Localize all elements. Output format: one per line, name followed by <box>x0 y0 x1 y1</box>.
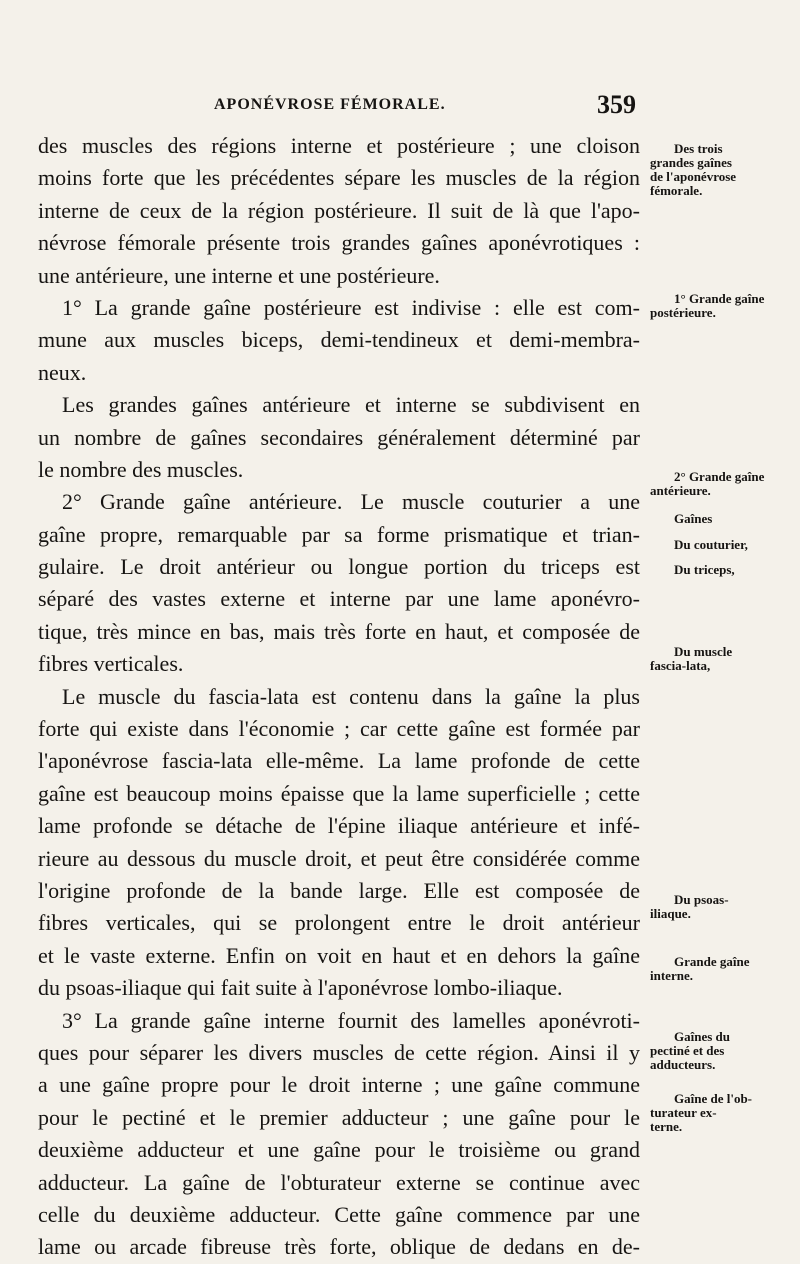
text-line: 1° La grande gaîne postérieure est indivise : elle est com- <box>62 294 640 320</box>
margin-note-line: Gaînes du <box>674 1029 730 1044</box>
margin-note-line: terne. <box>650 1119 683 1134</box>
text-line: pour le pectiné et le premier adducteur ; une gaîne pour le <box>38 1104 640 1130</box>
margin-note-line: interne. <box>650 968 693 983</box>
text-line: une antérieure, une interne et une postérieure. <box>38 262 440 288</box>
margin-note-line: Gaîne de l'ob- <box>674 1091 753 1106</box>
margin-note-line: turateur ex- <box>650 1105 717 1120</box>
text-line: interne de ceux de la région postérieure. Il suit de là que l'apo- <box>38 197 640 223</box>
margin-note-0 <box>650 142 768 198</box>
margin-note-7 <box>650 893 768 921</box>
text-line: deuxième adducteur et une gaîne pour le troisième ou grand <box>38 1137 640 1163</box>
text-line: adducteur. La gaîne de l'obturateur externe se continue avec <box>38 1169 640 1195</box>
running-title: APONÉVROSE FÉMORALE. <box>214 96 446 113</box>
text-line: gaîne propre, remarquable par sa forme prismatique et trian- <box>38 521 640 547</box>
margin-note-line: Du triceps, <box>674 562 735 577</box>
text-line: gulaire. Le droit antérieur ou longue portion du triceps est <box>38 554 640 580</box>
text-line: un nombre de gaînes secondaires généralement déterminé par <box>38 424 640 450</box>
text-line: fibres verticales, qui se prolongent entre le droit antérieur <box>38 910 640 936</box>
margin-note-line: 2° Grande gaîne <box>674 469 765 484</box>
text-line: des muscles des régions interne et postérieure ; une cloison <box>38 133 640 158</box>
margin-note-line: Du psoas- <box>674 892 729 907</box>
margin-note-10 <box>650 1092 768 1134</box>
margin-note-line: fémorale. <box>650 183 703 198</box>
margin-note-line: adducteurs. <box>650 1057 716 1072</box>
text-line: celle du deuxième adducteur. Cette gaîne commence par une <box>38 1201 640 1227</box>
text-line: fibres verticales. <box>38 651 184 677</box>
text-line: du psoas-iliaque qui fait suite à l'aponévrose lombo-iliaque. <box>38 975 563 1001</box>
body-text <box>38 130 640 1264</box>
text-line: neux. <box>38 359 87 385</box>
text-line: forte qui existe dans l'économie ; car cette gaîne est formée par <box>38 716 640 742</box>
text-line: tique, très mince en bas, mais très forte en haut, et composée de <box>38 618 640 644</box>
margin-note-line: postérieure. <box>650 305 716 320</box>
text-line: 3° La grande gaîne interne fournit des lamelles aponévroti- <box>62 1007 640 1033</box>
text-line: rieure au dessous du muscle droit, et peut être considérée comme <box>38 845 640 871</box>
page-number: 359 <box>597 90 636 119</box>
margin-note-line: fascia-lata, <box>650 658 711 673</box>
text-line: gaîne est beaucoup moins épaisse que la lame superficielle ; cette <box>38 780 640 806</box>
text-line: séparé des vastes externe et interne par une lame aponévro- <box>38 586 640 612</box>
margin-note-4 <box>650 538 768 552</box>
text-line: moins forte que les précédentes sépare les muscles de la région <box>38 165 640 191</box>
margin-note-line: pectiné et des <box>650 1043 725 1058</box>
margin-note-line: iliaque. <box>650 906 691 921</box>
text-line: mune aux muscles biceps, demi-tendineux et demi-membra- <box>38 327 640 353</box>
margin-note-line: Du couturier, <box>674 537 748 552</box>
margin-note-2 <box>650 470 768 498</box>
margin-note-1 <box>650 292 768 320</box>
margin-note-5 <box>650 563 768 577</box>
text-line: et le vaste externe. Enfin on voit en haut et en dehors la gaîne <box>38 942 640 968</box>
text-line: l'aponévrose fascia-lata elle-même. La lame profonde de cette <box>38 748 640 774</box>
margin-note-line: de l'aponévrose <box>650 169 737 184</box>
margin-note-line: Des trois <box>674 141 723 156</box>
margin-note-line: Du muscle <box>674 644 733 659</box>
text-line: Le muscle du fascia-lata est contenu dans la gaîne la plus <box>62 683 640 709</box>
text-line: 2° Grande gaîne antérieure. Le muscle couturier a une <box>62 489 640 515</box>
margin-note-9 <box>650 1030 768 1072</box>
text-line: lame ou arcade fibreuse très forte, oblique de dedans en de- <box>38 1234 640 1260</box>
margin-note-line: Gaînes <box>674 511 713 526</box>
text-line: a une gaîne propre pour le droit interne ; une gaîne commune <box>38 1072 640 1098</box>
running-header <box>38 90 638 124</box>
margin-note-line: Grande gaîne <box>674 954 750 969</box>
text-line: l'origine profonde de la bande large. Elle est composée de <box>38 877 640 903</box>
text-line: Les grandes gaînes antérieure et interne se subdivisent en <box>62 392 640 418</box>
margin-note-6 <box>650 645 768 673</box>
margin-note-3 <box>650 512 768 526</box>
margin-note-line: grandes gaînes <box>650 155 732 170</box>
margin-note-line: antérieure. <box>650 483 711 498</box>
text-line: lame profonde se détache de l'épine iliaque antérieure et infé- <box>38 813 640 839</box>
margin-note-8 <box>650 955 768 983</box>
text-line: ques pour séparer les divers muscles de cette région. Ainsi il y <box>38 1039 640 1065</box>
text-line: névrose fémorale présente trois grandes gaînes aponévrotiques : <box>38 230 640 256</box>
margin-note-line: 1° Grande gaîne <box>674 291 765 306</box>
text-line: le nombre des muscles. <box>38 456 244 482</box>
